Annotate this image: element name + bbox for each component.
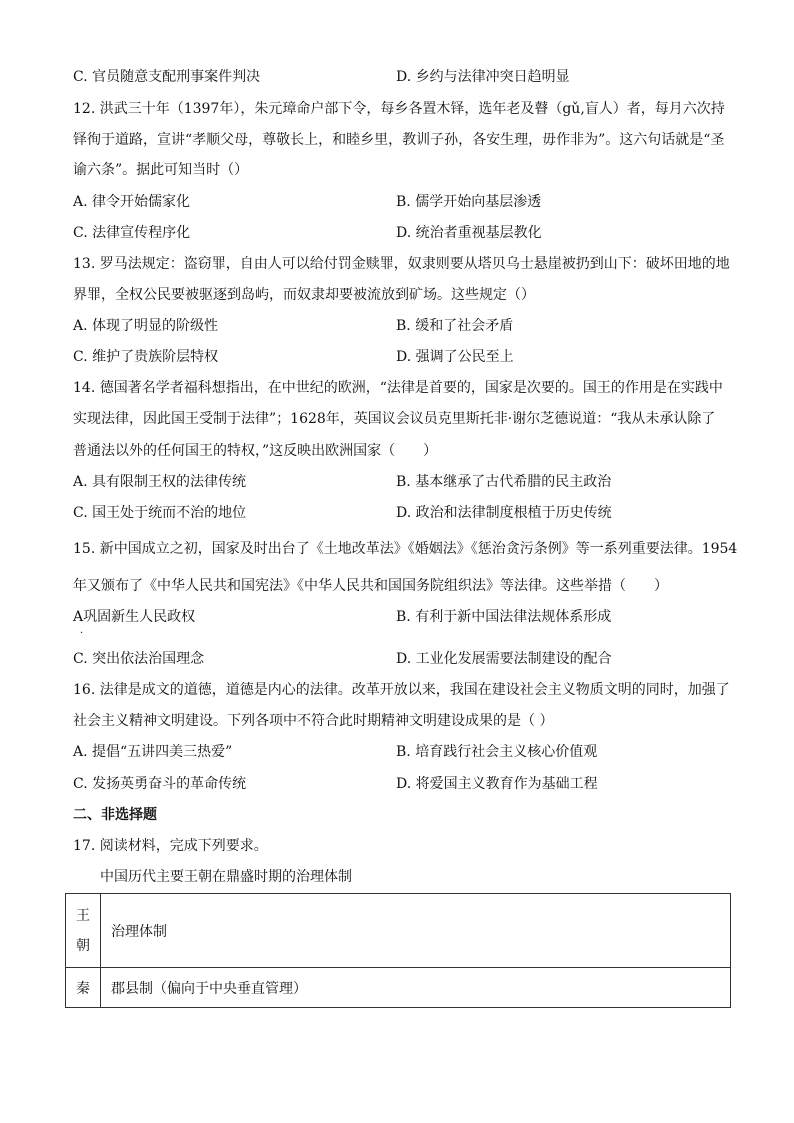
option-13d: D. 强调了公民至上 [396, 349, 514, 365]
option-16a: A. 提倡“五讲四美三热爱” [73, 744, 233, 760]
option-14d: D. 政治和法律制度根植于历史传统 [396, 505, 612, 521]
option-13a: A. 体现了明显的阶级性 [73, 318, 219, 334]
option-12c: C. 法律宣传程序化 [73, 225, 191, 241]
question-12-text: 12. 洪武三十年（1397年），朱元璋命户部下令，每乡各置木铎，选年老及瞽（gǔ,盲人）者，每月六次持 [73, 101, 725, 117]
question-16-text: 16. 法律是成文的道德，道德是内心的法律。改革开放以来，我国在建设社会主义物质文明的同时，加强了 [73, 682, 730, 698]
table-cell-dynasty [66, 968, 101, 1008]
table-cell-system [101, 968, 731, 1008]
table-header-system-text: 治理体制 [111, 923, 167, 940]
option-14c: C. 国王处于统而不治的地位 [73, 505, 247, 521]
governance-table [65, 893, 731, 1008]
option-16d: D. 将爱国主义教育作为基础工程 [396, 776, 598, 792]
option-15b: B. 有利于新中国法律法规体系形成 [396, 609, 612, 625]
table-caption: 中国历代主要王朝在鼎盛时期的治理体制 [100, 869, 352, 885]
question-14-text: 普通法以外的任何国王的特权，”这反映出欧洲国家（ ） [73, 443, 438, 459]
question-15-text: 15. 新中国成立之初，国家及时出台了《土地改革法》《婚姻法》《惩治贪污条例》等一系列重要法律。1954 [73, 541, 738, 557]
table-header-dynasty [66, 894, 101, 968]
option-16c: C. 发扬英勇奋斗的革命传统 [73, 776, 247, 792]
line-q11c: C. 官员随意支配刑事案件判决 [73, 69, 261, 85]
option-13c: C. 维护了贵族阶层特权 [73, 349, 219, 365]
question-12-text: 谕六条”。据此可知当时（） [73, 162, 249, 178]
question-14-text: 实现法律，因此国王受制于法律”；1628年，英国议会议员克里斯托非·谢尔芝德说道：“我从未承认除了 [73, 411, 716, 427]
section-heading: 二、非选择题 [73, 807, 157, 823]
question-14-text: 14. 德国著名学者福科想指出，在中世纪的欧洲，“法律是首要的，国家是次要的。国王的作用是在实践中 [73, 380, 723, 396]
table-header-dynasty-text: 王朝 [76, 907, 90, 954]
option-13b: B. 缓和了社会矛盾 [396, 318, 514, 334]
table-row [66, 968, 731, 1008]
question-13-text: 界罪，全权公民要被驱逐到岛屿，而奴隶却要被流放到矿场。这些规定（） [73, 287, 535, 303]
table-header-system [101, 894, 731, 968]
option-12a: A. 律令开始儒家化 [73, 194, 191, 210]
question-13-text: 13. 罗马法规定：盗窃罪，自由人可以给付罚金赎罪，奴隶则要从塔贝乌士悬崖被扔到山下：破坏田地的地 [73, 256, 730, 272]
option-15d: D. 工业化发展需要法制建设的配合 [396, 651, 612, 667]
option-12d: D. 统治者重视基层教化 [396, 225, 542, 241]
option-14b: B. 基本继承了古代希腊的民主政治 [396, 474, 612, 490]
option-15c: C. 突出依法治国理念 [73, 651, 205, 667]
stray-dot: · [80, 628, 84, 639]
option-14a: A. 具有限制王权的法律传统 [73, 474, 247, 490]
question-12-text: 铎徇于道路，宣讲“孝顺父母，尊敬长上，和睦乡里，教训子孙，各安生理，毋作非为”。这六句话就是“圣 [73, 132, 725, 148]
option-15a: A巩固新生人民政权 [73, 609, 196, 625]
option-12b: B. 儒学开始向基层渗透 [396, 194, 542, 210]
table-header-row [66, 894, 731, 968]
table-cell-dynasty-text: 秦 [76, 980, 90, 997]
table-cell-system-text: 郡县制（偏向于中央垂直管理） [111, 980, 307, 997]
question-17-text: 17. 阅读材料，完成下列要求。 [73, 838, 268, 854]
question-16-text: 社会主义精神文明建设。下列各项中不符合此时期精神文明建设成果的是（ ） [73, 713, 554, 729]
line-q11d: D. 乡约与法律冲突日趋明显 [396, 69, 570, 85]
option-16b: B. 培育践行社会主义核心价值观 [396, 744, 598, 760]
question-15-text: 年又颁布了《中华人民共和国宪法》《中华人民共和国国务院组织法》等法律。这些举措（ ） [73, 578, 668, 594]
